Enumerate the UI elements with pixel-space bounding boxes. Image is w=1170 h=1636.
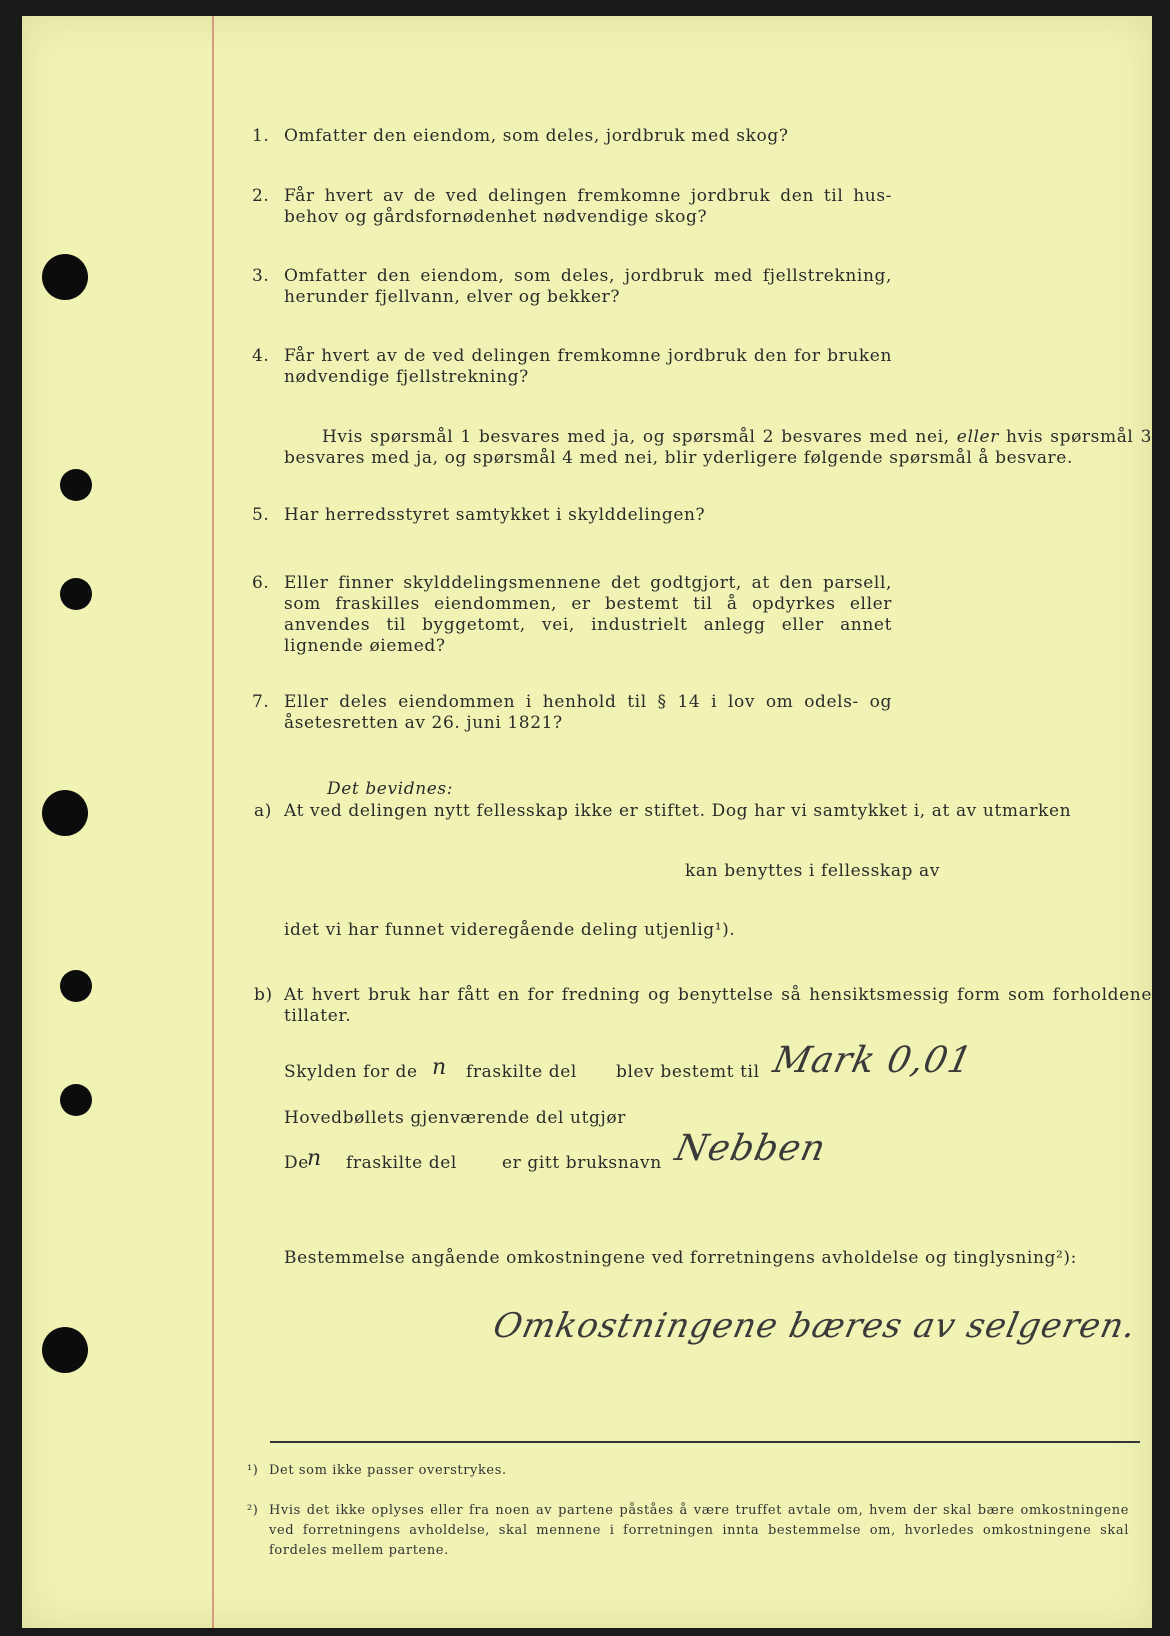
note-emphasis: eller: [956, 427, 999, 447]
punch-hole: [42, 1327, 88, 1373]
conditional-note: [284, 427, 1152, 469]
note-text: Hvis spørsmål 1 besvares med ja, og spørsmål 2 besvares med nei,: [322, 427, 957, 447]
question-text: Får hvert av de ved delingen fremkomne jordbruk den for bruken nødvendige fjellstrekning?: [284, 346, 892, 387]
question-text: Får hvert av de ved delingen fremkomne jordbruk den til hus-behov og gårdsfornødenhet nødvendige skog?: [284, 186, 892, 227]
question-number: 5.: [252, 505, 270, 525]
footnote-2-text: Hvis det ikke oplyses eller fra noen av partene påståes å være truffet avtale om, hvem der skal bære omkostningene ved forretningens avholdelse, skal mennene i forretningen innta bestemmelse om, hvorledes omkostningene skal fordeles mellem partene.: [269, 1503, 1129, 1558]
footnote-2-mark: ²): [247, 1503, 259, 1518]
handwritten-bruksnavn: Nebben: [671, 1128, 830, 1169]
margin-line: [212, 16, 214, 1628]
footnote-divider: [270, 1441, 1140, 1443]
question-5: [252, 505, 892, 527]
punch-hole: [42, 254, 88, 300]
skylden-label: Skylden for de: [284, 1062, 418, 1082]
bestemt-label: blev bestemt til: [616, 1062, 760, 1082]
note-text: hvis spørsmål 3 besvares med ja, og spørsmål 4 med nei, blir yderligere følgende spørsmål å besvare.: [284, 427, 1153, 468]
fraskilte-del-label: fraskilte del: [346, 1153, 457, 1173]
bruksnavn-label: er gitt bruksnavn: [502, 1153, 662, 1173]
cost-label: Bestemmelse angående omkostningene ved forretningens avholdelse og tinglysning²):: [284, 1248, 1077, 1268]
question-number: 7.: [252, 692, 270, 712]
punch-hole: [42, 790, 88, 836]
footnote-1-mark: ¹): [247, 1463, 259, 1478]
question-text: Omfatter den eiendom, som deles, jordbruk med skog?: [284, 126, 789, 146]
question-6: [252, 573, 892, 661]
question-number: 1.: [252, 126, 270, 146]
punch-hole: [60, 469, 92, 501]
punch-hole: [60, 970, 92, 1002]
fraskilte-label: fraskilte del: [466, 1062, 577, 1082]
attestation-heading: Det bevidnes:: [327, 779, 454, 799]
question-number: 2.: [252, 186, 270, 206]
item-b-text: At hvert bruk har fått en for fredning og benyttelse så hensiktsmessig form som forholdene tillater.: [284, 985, 1152, 1026]
question-3: [252, 266, 892, 310]
handwritten-n: n: [307, 1146, 322, 1171]
question-2: [252, 186, 892, 230]
footnote-1-text: Det som ikke passer overstrykes.: [269, 1463, 507, 1478]
question-text: Eller deles eiendommen i henhold til § 14 i lov om odels- og åsetesretten av 26. juni 1821?: [284, 692, 892, 733]
handwritten-n: n: [432, 1055, 447, 1080]
item-a-text: At ved delingen nytt fellesskap ikke er stiftet. Dog har vi samtykket i, at av utmarken: [284, 801, 1072, 821]
hovedbol-label: Hovedbøllets gjenværende del utgjør: [284, 1108, 626, 1128]
de-label: De: [284, 1153, 309, 1173]
question-1: [252, 126, 892, 148]
question-number: 6.: [252, 573, 270, 593]
item-a-label: a): [254, 801, 272, 821]
question-text: Eller finner skylddelingsmennene det godtgjort, at den parsell, som fraskilles eiendommen, er bestemt til å opdyrkes eller anvendes til byggetomt, vei, industrielt anlegg eller annet lignende øiemed?: [284, 573, 892, 656]
handwritten-skyld-value: Mark 0,01: [769, 1040, 977, 1081]
handwritten-cost-decision: Omkostningene bæres av selgeren.: [489, 1306, 1140, 1346]
question-text: Omfatter den eiendom, som deles, jordbruk med fjellstrekning, herunder fjellvann, elver og bekker?: [284, 266, 892, 307]
item-a-line2: kan benyttes i fellesskap av: [685, 861, 940, 881]
punch-hole: [60, 1084, 92, 1116]
item-b-label: b): [254, 985, 273, 1005]
question-number: 4.: [252, 346, 270, 366]
question-text: Har herredsstyret samtykket i skylddelingen?: [284, 505, 706, 525]
question-7: [252, 692, 892, 736]
punch-hole: [60, 578, 92, 610]
document-page: [22, 16, 1152, 1628]
item-a-line3: idet vi har funnet videregående deling utjenlig¹).: [284, 920, 736, 940]
question-number: 3.: [252, 266, 270, 286]
question-4: [252, 346, 892, 390]
